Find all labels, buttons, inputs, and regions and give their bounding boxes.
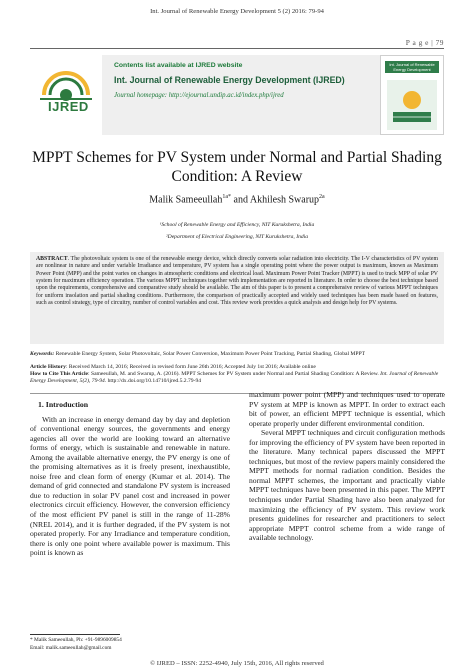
cite-journal: Int. Journal of Renewable Energy Development, 5(2), 79-94. [30,371,439,385]
author-join: and Akhilesh Swarup [231,194,320,206]
title-line-1: MPPT Schemes for PV System under Normal and Partial Shading [32,149,442,166]
history-label: Article History [30,364,66,370]
affiliation-1: ¹School of Renewable Energy and Efficiency, NIT Kurukshetra, India [159,222,315,228]
logo-text: IJRED [48,99,89,114]
abstract-label: ABSTRACT [36,256,68,262]
journal-logo [30,55,102,135]
how-to-cite [30,371,444,385]
journal-name: Int. Journal of Renewable Energy Development (IJRED) [114,75,345,85]
author-line [30,194,444,205]
cite-label: How to Cite This Article [30,371,89,378]
author-2-sup: 2a [319,194,325,200]
article-info [30,364,444,386]
abstract-text: . The photovoltaic system is one of the renewable energy device, which directly converts solar radiation into electricity. The I-V characteristics of PV system are nonlinear in nature and under variable Irradiance and temperature, PV system has a single operating point where the power output is maximum, known as Maximum Power Point (MPP) and the point varies on changes in atmospheric conditions and electrical load. Maximum Power Point Tracker (MPPT) is used to track MPP of solar PV system for maximum efficiency operation. The various MPPT techniques together with implementation are reported in literature. In order to choose the best technique based upon the requirements, comprehensive and comparative study should be available. The aim of this paper is to present a comprehensive review of various MPPT techniques for uniform insolation and partial shading conditions. Furthermore, the comparison of practically accepted and widely used techniques has been made based on features, such as control strategy, type of circuitry, number of control variables and cost. This review work provides a quick analysis and design help for PV systems. [36,256,438,307]
article-title [30,148,444,186]
sun-logo-icon [30,55,102,103]
right-column [249,390,445,543]
page-footer: © IJRED – ISSN: 2252-4940, July 15th, 2016, All rights reserved [150,660,324,667]
history-text: : Received March 14, 2016; Received in revised form June 26th 2016; Accepted July 1st 2016; Available online [65,364,316,370]
cite-text: : Sameeullah, M. and Swarup, A. (2016). MPPT Schemes for PV System under Normal and Partial Shading Condition: A Review. [88,371,379,378]
abstract-box [30,252,444,344]
corresponding-author: * Malik Sameeullah, Ph: +91-9896009854 [30,637,122,643]
title-line-2: Condition: A Review [171,168,303,185]
doi-link[interactable]: http://dx.doi.org/10.14710/ijred.5.2.79-94 [107,378,202,385]
cover-title: Int. Journal of Renewable Energy Development [389,62,435,72]
contents-line: Contents list available at IJRED website [114,62,243,69]
journal-masthead [30,55,444,135]
journal-homepage: Journal homepage: http://ejournal.undip.ac.id/index.php/ijred [114,92,284,99]
keywords-label: Keywords: [30,351,55,357]
journal-cover-thumbnail [380,55,444,135]
author-1: Malik Sameeullah [149,194,223,206]
masthead-text [114,62,374,99]
keywords-text: Renewable Energy System, Solar Photovoltaic, Solar Power Conversion, Maximum Power Point Tracking, Partial Shading, Global MPPT [54,351,366,357]
cover-art-icon [387,80,437,130]
running-head: Int. Journal of Renewable Energy Development 5 (2) 2016: 79-94 [150,8,324,15]
keywords [30,351,444,358]
author-1-sup: 1a* [222,194,231,200]
affiliation-2: ²Department of Electrical Engineering, NIT Kurukshetra, India [165,234,309,240]
left-column [30,400,230,558]
section-heading: 1. Introduction [38,400,89,409]
intro-paragraph-3: Several MPPT techniques and circuit configuration methods for improving the efficiency of PV system have been reported in the literature. Many technical papers discussed the MPPT techniques, but most of the review papers mainly considered the MPPT methods for normal radiation condition. Besides the normal MPPT schemes, the important and practically viable MPPT techniques have been presented in this paper. The MPPT techniques under Partial Shading have also been analyzed for maximizing the efficiency of PV system. This review work presents guidelines for researcher and practitioners to select appropriate MPPT control scheme from a wide range of available technology. [249,428,445,543]
page-number: P a g e | 79 [405,38,444,47]
intro-paragraph-2: maximum power point (MPP) and techniques used to operate PV system at MPP is known as MPPT. In order to extract each bit of power, an efficient MPPT technique is essential, which operate properly under different environmental condition. [249,390,445,428]
footnote-rule [30,634,120,635]
author-email[interactable]: Email: malik.sameeullah@gmail.com [30,645,112,651]
header-rule [30,48,444,49]
intro-paragraph-1: With an increase in energy demand day by day and depletion of conventional energy sources, the governments and energy agencies all over the world are looking toward an alternative forms of energy, which is sustainable and renewable in nature. Among the available alternative energy, the PV energy is one of the promising alternatives as it is freely present, inexhaustible, noise free and clean form of energy (Kumar et al. 2014). The demand of grid connected and standalone PV system is increased due to reduction in solar PV panel cost and increased in power electronics circuit efficiency. However, the conversion efficiency of the most efficient PV panel is still in the range of 11-28% (NREL 2014), and it is further degraded, if the PV system is not operated properly. For any Irradiance and temperature condition, there is only one point where available power is maximum. This point is known as [30,414,230,558]
